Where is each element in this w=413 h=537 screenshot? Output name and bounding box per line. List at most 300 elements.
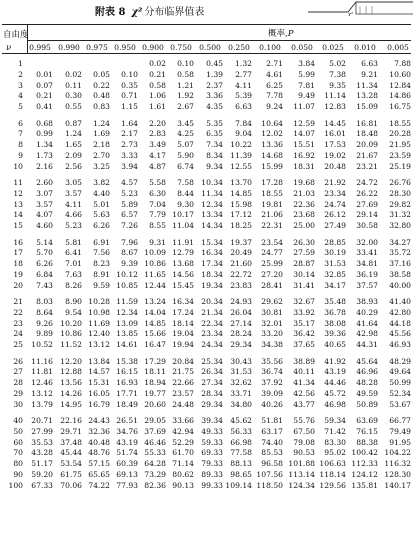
value-cell: 1.34 <box>36 140 53 150</box>
value-cell: 74.40 <box>261 437 283 447</box>
value-cell: 112.33 <box>351 459 378 469</box>
value-cell: 11.39 <box>230 150 252 160</box>
table-row <box>0 270 413 281</box>
value-cell: 107.56 <box>256 470 283 479</box>
dof-cell: 90 <box>13 470 23 479</box>
value-cell: 24.93 <box>230 297 252 306</box>
value-cell: 7.38 <box>329 69 346 79</box>
value-cell: 55.33 <box>144 448 166 458</box>
value-cell: 71.42 <box>324 426 346 436</box>
value-cell: 8.91 <box>93 269 110 279</box>
value-cell: 71.14 <box>172 459 194 469</box>
svg-text:χ²: χ² <box>348 11 354 16</box>
value-cell: 6.41 <box>65 248 82 258</box>
value-cell: 29.14 <box>356 210 378 220</box>
value-cell: 45.62 <box>230 416 252 425</box>
value-cell: 15.34 <box>201 237 223 247</box>
value-cell: 8.55 <box>149 221 166 231</box>
value-cell: 24.77 <box>261 248 283 258</box>
value-cell: 19.34 <box>201 280 223 290</box>
value-cell: 43.19 <box>324 367 346 377</box>
value-cell: 52.34 <box>389 388 411 398</box>
value-cell: 5.90 <box>177 150 194 160</box>
value-cell: 1.32 <box>235 59 252 68</box>
value-cell: 67.50 <box>293 426 315 436</box>
table-row <box>0 357 413 368</box>
value-cell: 2.37 <box>206 80 223 90</box>
value-cell: 140.17 <box>384 480 411 490</box>
value-cell: 16.93 <box>116 378 138 388</box>
value-cell: 46.46 <box>144 437 166 447</box>
value-cell: 89.33 <box>201 470 223 479</box>
value-cell: 26.30 <box>293 237 315 247</box>
dof-cell: 40 <box>13 416 23 425</box>
value-cell: 124.34 <box>288 480 315 490</box>
value-cell: 12.34 <box>201 199 223 209</box>
table-row <box>0 151 413 162</box>
value-cell: 34.38 <box>261 340 283 350</box>
value-cell: 19.94 <box>172 340 194 350</box>
value-cell: 7.56 <box>93 248 110 258</box>
value-cell: 21.67 <box>356 150 378 160</box>
chi-square-symbol: χ² <box>131 7 143 18</box>
value-cell: 20.28 <box>389 129 411 139</box>
value-cell: 40.00 <box>389 280 411 290</box>
value-cell: 27.34 <box>201 378 223 388</box>
value-cell: 13.12 <box>88 340 110 350</box>
value-cell: 90.53 <box>293 448 315 458</box>
value-cell: 18.55 <box>261 188 283 198</box>
value-cell: 7.04 <box>149 199 166 209</box>
value-cell: 19.68 <box>293 178 315 187</box>
value-cell: 17.53 <box>324 140 346 150</box>
value-cell: 100.42 <box>351 448 378 458</box>
value-cell: 0.35 <box>121 80 138 90</box>
value-cell: 16.75 <box>389 102 411 112</box>
value-cell: 3.33 <box>121 150 138 160</box>
value-cell: 1.06 <box>149 91 166 101</box>
dof-cell: 8 <box>18 140 23 150</box>
dof-cell: 70 <box>13 448 23 458</box>
value-cell: 15.51 <box>293 140 315 150</box>
value-cell: 24.48 <box>172 399 194 409</box>
value-cell: 0.10 <box>177 59 194 68</box>
value-cell: 7.01 <box>65 259 82 269</box>
value-cell: 4.61 <box>266 69 283 79</box>
value-cell: 1.24 <box>93 118 110 128</box>
value-cell: 18.55 <box>389 118 411 128</box>
value-cell: 51.74 <box>116 448 138 458</box>
value-cell: 34.76 <box>116 426 138 436</box>
value-cell: 2.09 <box>65 150 82 160</box>
value-cell: 55.76 <box>293 416 315 425</box>
value-cell: 77.58 <box>230 448 252 458</box>
value-cell: 9.30 <box>177 199 194 209</box>
value-cell: 1.24 <box>65 129 82 139</box>
value-cell: 49.64 <box>389 367 411 377</box>
value-cell: 5.35 <box>206 118 223 128</box>
dof-cell: 25 <box>13 340 23 350</box>
value-cell: 19.77 <box>144 388 166 398</box>
value-cell: 15.09 <box>356 102 378 112</box>
value-cell: 8.26 <box>65 280 82 290</box>
column-header: 0.750 <box>170 43 192 52</box>
value-cell: 45.56 <box>389 329 411 339</box>
value-cell: 65.65 <box>88 470 110 479</box>
dof-cell: 28 <box>13 378 23 388</box>
value-cell: 61.70 <box>172 448 194 458</box>
value-cell: 53.67 <box>389 399 411 409</box>
value-cell: 9.59 <box>93 280 110 290</box>
value-cell: 8.44 <box>177 188 194 198</box>
value-cell: 22.36 <box>293 199 315 209</box>
value-cell: 3.57 <box>36 199 53 209</box>
value-cell: 10.09 <box>144 248 166 258</box>
value-cell: 4.40 <box>93 188 110 198</box>
value-cell: 38.93 <box>356 297 378 306</box>
value-cell: 56.33 <box>230 426 252 436</box>
value-cell: 29.71 <box>60 426 82 436</box>
value-cell: 33.20 <box>261 329 283 339</box>
value-cell: 10.20 <box>60 318 82 328</box>
value-cell: 3.07 <box>36 188 53 198</box>
column-header: 0.025 <box>322 43 344 52</box>
table-row <box>0 140 413 151</box>
value-cell: 12.59 <box>293 118 315 128</box>
value-cell: 30.19 <box>324 248 346 258</box>
value-cell: 23.68 <box>293 210 315 220</box>
value-cell: 7.58 <box>177 178 194 187</box>
value-cell: 45.72 <box>324 388 346 398</box>
value-cell: 79.33 <box>201 459 223 469</box>
value-cell: 14.95 <box>60 399 82 409</box>
table-row <box>0 427 413 438</box>
value-cell: 38.08 <box>324 318 346 328</box>
value-cell: 27.20 <box>261 269 283 279</box>
value-cell: 5.01 <box>93 199 110 209</box>
value-cell: 118.50 <box>256 480 283 490</box>
value-cell: 1.15 <box>121 102 138 112</box>
value-cell: 18.25 <box>230 221 252 231</box>
value-cell: 11.07 <box>293 102 315 112</box>
value-cell: 37.57 <box>356 280 378 290</box>
value-cell: 8.03 <box>36 297 53 306</box>
value-cell: 8.90 <box>65 297 82 306</box>
value-cell: 32.62 <box>230 378 252 388</box>
value-cell: 41.64 <box>356 318 378 328</box>
value-cell: 0.55 <box>65 102 82 112</box>
value-cell: 124.12 <box>351 470 378 479</box>
value-cell: 4.25 <box>177 129 194 139</box>
value-cell: 37.48 <box>60 437 82 447</box>
value-cell: 4.60 <box>36 221 53 231</box>
dof-cell: 17 <box>13 248 23 258</box>
value-cell: 4.17 <box>149 150 166 160</box>
value-cell: 11.65 <box>144 269 166 279</box>
value-cell: 79.08 <box>293 437 315 447</box>
value-cell: 28.30 <box>389 188 411 198</box>
value-cell: 7.43 <box>36 280 53 290</box>
value-cell: 6.63 <box>235 102 252 112</box>
value-cell: 26.12 <box>324 210 346 220</box>
value-cell: 6.26 <box>36 259 53 269</box>
value-cell: 17.34 <box>201 259 223 269</box>
value-cell: 3.45 <box>177 118 194 128</box>
value-cell: 7.81 <box>298 80 315 90</box>
probability-label <box>268 27 293 39</box>
value-cell: 6.91 <box>93 237 110 247</box>
value-cell: 16.05 <box>88 388 110 398</box>
value-cell: 49.59 <box>356 388 378 398</box>
value-cell: 37.16 <box>389 259 411 269</box>
value-cell: 9.89 <box>36 329 53 339</box>
value-cell: 12.34 <box>116 307 138 317</box>
value-cell: 2.83 <box>149 129 166 139</box>
value-cell: 20.49 <box>230 248 252 258</box>
value-cell: 12.79 <box>172 248 194 258</box>
value-cell: 7.79 <box>149 210 166 220</box>
value-cell: 61.75 <box>60 470 82 479</box>
value-cell: 70.06 <box>60 480 82 490</box>
value-cell: 38.89 <box>293 356 315 366</box>
title-text: 分布临界值表 <box>144 7 205 18</box>
nu-symbol: ν <box>6 43 12 53</box>
value-cell: 66.98 <box>230 437 252 447</box>
value-cell: 7.63 <box>65 269 82 279</box>
value-cell: 2.56 <box>65 161 82 171</box>
value-cell: 10.17 <box>172 210 194 220</box>
value-cell: 12.40 <box>88 329 110 339</box>
value-cell: 11.34 <box>356 80 378 90</box>
value-cell: 12.84 <box>389 80 411 90</box>
value-cell: 16.15 <box>116 367 138 377</box>
value-cell: 21.34 <box>201 307 223 317</box>
value-cell: 1.69 <box>93 129 110 139</box>
dof-cell: 20 <box>13 280 23 290</box>
table-row <box>0 389 413 400</box>
value-cell: 14.85 <box>230 188 252 198</box>
value-cell: 12.83 <box>324 102 346 112</box>
value-cell: 10.52 <box>31 340 53 350</box>
value-cell: 8.23 <box>93 259 110 269</box>
value-cell: 11.81 <box>31 367 53 377</box>
table-row <box>0 59 413 70</box>
value-cell: 13.34 <box>201 210 223 220</box>
value-cell: 17.24 <box>172 307 194 317</box>
value-cell: 14.56 <box>172 269 194 279</box>
table-row <box>0 259 413 270</box>
value-cell: 5.39 <box>235 91 252 101</box>
value-cell: 4.66 <box>65 210 82 220</box>
degrees-of-freedom-label: 自由度 <box>3 30 29 40</box>
value-cell: 118.14 <box>319 470 346 479</box>
value-cell: 12.02 <box>261 129 283 139</box>
value-cell: 15.98 <box>230 199 252 209</box>
value-cell: 2.67 <box>177 102 194 112</box>
value-cell: 20.09 <box>356 140 378 150</box>
table-row <box>0 416 413 427</box>
value-cell: 1.73 <box>36 150 53 160</box>
value-cell: 29.34 <box>230 340 252 350</box>
table-row <box>0 459 413 470</box>
value-cell: 10.60 <box>389 69 411 79</box>
value-cell: 16.01 <box>324 129 346 139</box>
value-cell: 14.45 <box>324 118 346 128</box>
value-cell: 42.56 <box>293 388 315 398</box>
value-cell: 41.34 <box>293 378 315 388</box>
value-cell: 32.80 <box>389 221 411 231</box>
value-cell: 6.25 <box>266 80 283 90</box>
value-cell: 4.11 <box>65 199 82 209</box>
dof-cell: 5 <box>18 102 23 112</box>
value-cell: 21.60 <box>230 259 252 269</box>
value-cell: 11.04 <box>172 221 194 231</box>
value-cell: 30.14 <box>293 269 315 279</box>
value-cell: 3.82 <box>93 178 110 187</box>
value-cell: 42.80 <box>389 307 411 317</box>
value-cell: 32.36 <box>88 426 110 436</box>
value-cell: 3.36 <box>206 91 223 101</box>
value-cell: 24.34 <box>201 340 223 350</box>
dof-cell: 24 <box>13 329 23 339</box>
table-row <box>0 200 413 211</box>
value-cell: 17.28 <box>261 178 283 187</box>
value-cell: 0.87 <box>65 118 82 128</box>
value-cell: 18.94 <box>144 378 166 388</box>
value-cell: 73.29 <box>144 470 166 479</box>
table-row <box>0 238 413 249</box>
chi-square-density-figure <box>308 0 413 16</box>
value-cell: 0.07 <box>36 80 53 90</box>
value-cell: 1.39 <box>206 69 223 79</box>
value-cell: 9.35 <box>329 80 346 90</box>
dof-cell: 13 <box>13 199 23 209</box>
value-cell: 14.85 <box>144 318 166 328</box>
value-cell: 5.81 <box>65 237 82 247</box>
value-cell: 9.24 <box>266 102 283 112</box>
value-cell: 23.34 <box>201 329 223 339</box>
value-cell: 129.56 <box>319 480 346 490</box>
value-cell: 63.17 <box>261 426 283 436</box>
value-cell: 27.59 <box>293 248 315 258</box>
value-cell: 113.14 <box>288 470 315 479</box>
value-cell: 9.04 <box>235 129 252 139</box>
value-cell: 25.34 <box>201 356 223 366</box>
value-cell: 9.34 <box>206 161 223 171</box>
value-cell: 17.29 <box>144 356 166 366</box>
value-cell: 13.09 <box>116 318 138 328</box>
value-cell: 0.30 <box>65 91 82 101</box>
value-cell: 0.99 <box>36 129 53 139</box>
value-cell: 30.81 <box>261 307 283 317</box>
value-cell: 29.82 <box>389 199 411 209</box>
value-cell: 45.44 <box>60 448 82 458</box>
value-cell: 14.86 <box>389 91 411 101</box>
value-cell: 23.59 <box>389 150 411 160</box>
value-cell: 18.34 <box>201 269 223 279</box>
value-cell: 44.31 <box>356 340 378 350</box>
value-cell: 9.49 <box>298 91 315 101</box>
value-cell: 66.77 <box>389 416 411 425</box>
value-cell: 10.86 <box>144 259 166 269</box>
value-cell: 35.53 <box>31 437 53 447</box>
dof-cell: 3 <box>18 80 23 90</box>
value-cell: 23.57 <box>172 388 194 398</box>
value-cell: 11.69 <box>88 318 110 328</box>
dof-cell: 60 <box>13 437 23 447</box>
value-cell: 35.56 <box>261 356 283 366</box>
value-cell: 99.33 <box>201 480 223 490</box>
value-cell: 21.92 <box>324 178 346 187</box>
dof-cell: 80 <box>13 459 23 469</box>
value-cell: 4.07 <box>36 210 53 220</box>
dof-cell: 15 <box>13 221 23 231</box>
value-cell: 10.22 <box>230 140 252 150</box>
value-cell: 3.25 <box>93 161 110 171</box>
dof-cell: 12 <box>13 188 23 198</box>
dof-cell: 4 <box>18 91 23 101</box>
value-cell: 28.34 <box>201 388 223 398</box>
value-cell: 1.21 <box>177 80 194 90</box>
value-cell: 25.19 <box>389 161 411 171</box>
value-cell: 15.99 <box>261 161 283 171</box>
value-cell: 39.36 <box>324 329 346 339</box>
value-cell: 14.61 <box>116 340 138 350</box>
column-header: 0.990 <box>58 43 80 52</box>
value-cell: 29.62 <box>261 297 283 306</box>
value-cell: 4.57 <box>121 178 138 187</box>
value-cell: 40.65 <box>324 340 346 350</box>
dof-cell: 21 <box>13 297 23 306</box>
value-cell: 13.12 <box>31 388 53 398</box>
value-cell: 4.87 <box>149 161 166 171</box>
value-cell: 36.74 <box>261 367 283 377</box>
value-cell: 31.41 <box>293 280 315 290</box>
column-header: 0.100 <box>259 43 281 52</box>
value-cell: 7.34 <box>206 140 223 150</box>
value-cell: 11.34 <box>201 188 223 198</box>
column-header: 0.250 <box>228 43 250 52</box>
dof-cell: 19 <box>13 269 23 279</box>
value-cell: 40.29 <box>356 307 378 317</box>
value-cell: 10.12 <box>116 269 138 279</box>
value-cell: 40.11 <box>293 367 315 377</box>
value-cell: 11.16 <box>31 356 53 366</box>
value-cell: 3.84 <box>298 59 315 68</box>
table-row <box>0 308 413 319</box>
dof-cell: 9 <box>18 150 23 160</box>
value-cell: 5.14 <box>36 237 53 247</box>
value-cell: 14.07 <box>293 129 315 139</box>
value-cell: 0.11 <box>65 80 82 90</box>
column-header: 0.500 <box>199 43 221 52</box>
value-cell: 0.21 <box>149 69 166 79</box>
value-cell: 48.28 <box>356 378 378 388</box>
value-cell: 5.70 <box>36 248 53 258</box>
value-cell: 10.85 <box>116 280 138 290</box>
value-cell: 2.18 <box>93 140 110 150</box>
value-cell: 1.61 <box>149 102 166 112</box>
table-row <box>0 102 413 113</box>
value-cell: 5.23 <box>121 188 138 198</box>
value-cell: 22.31 <box>261 221 283 231</box>
value-cell: 77.93 <box>116 480 138 490</box>
value-cell: 34.17 <box>324 280 346 290</box>
value-cell: 10.28 <box>88 297 110 306</box>
value-cell: 116.32 <box>384 459 411 469</box>
value-cell: 0.45 <box>206 59 223 68</box>
value-cell: 28.85 <box>324 237 346 247</box>
